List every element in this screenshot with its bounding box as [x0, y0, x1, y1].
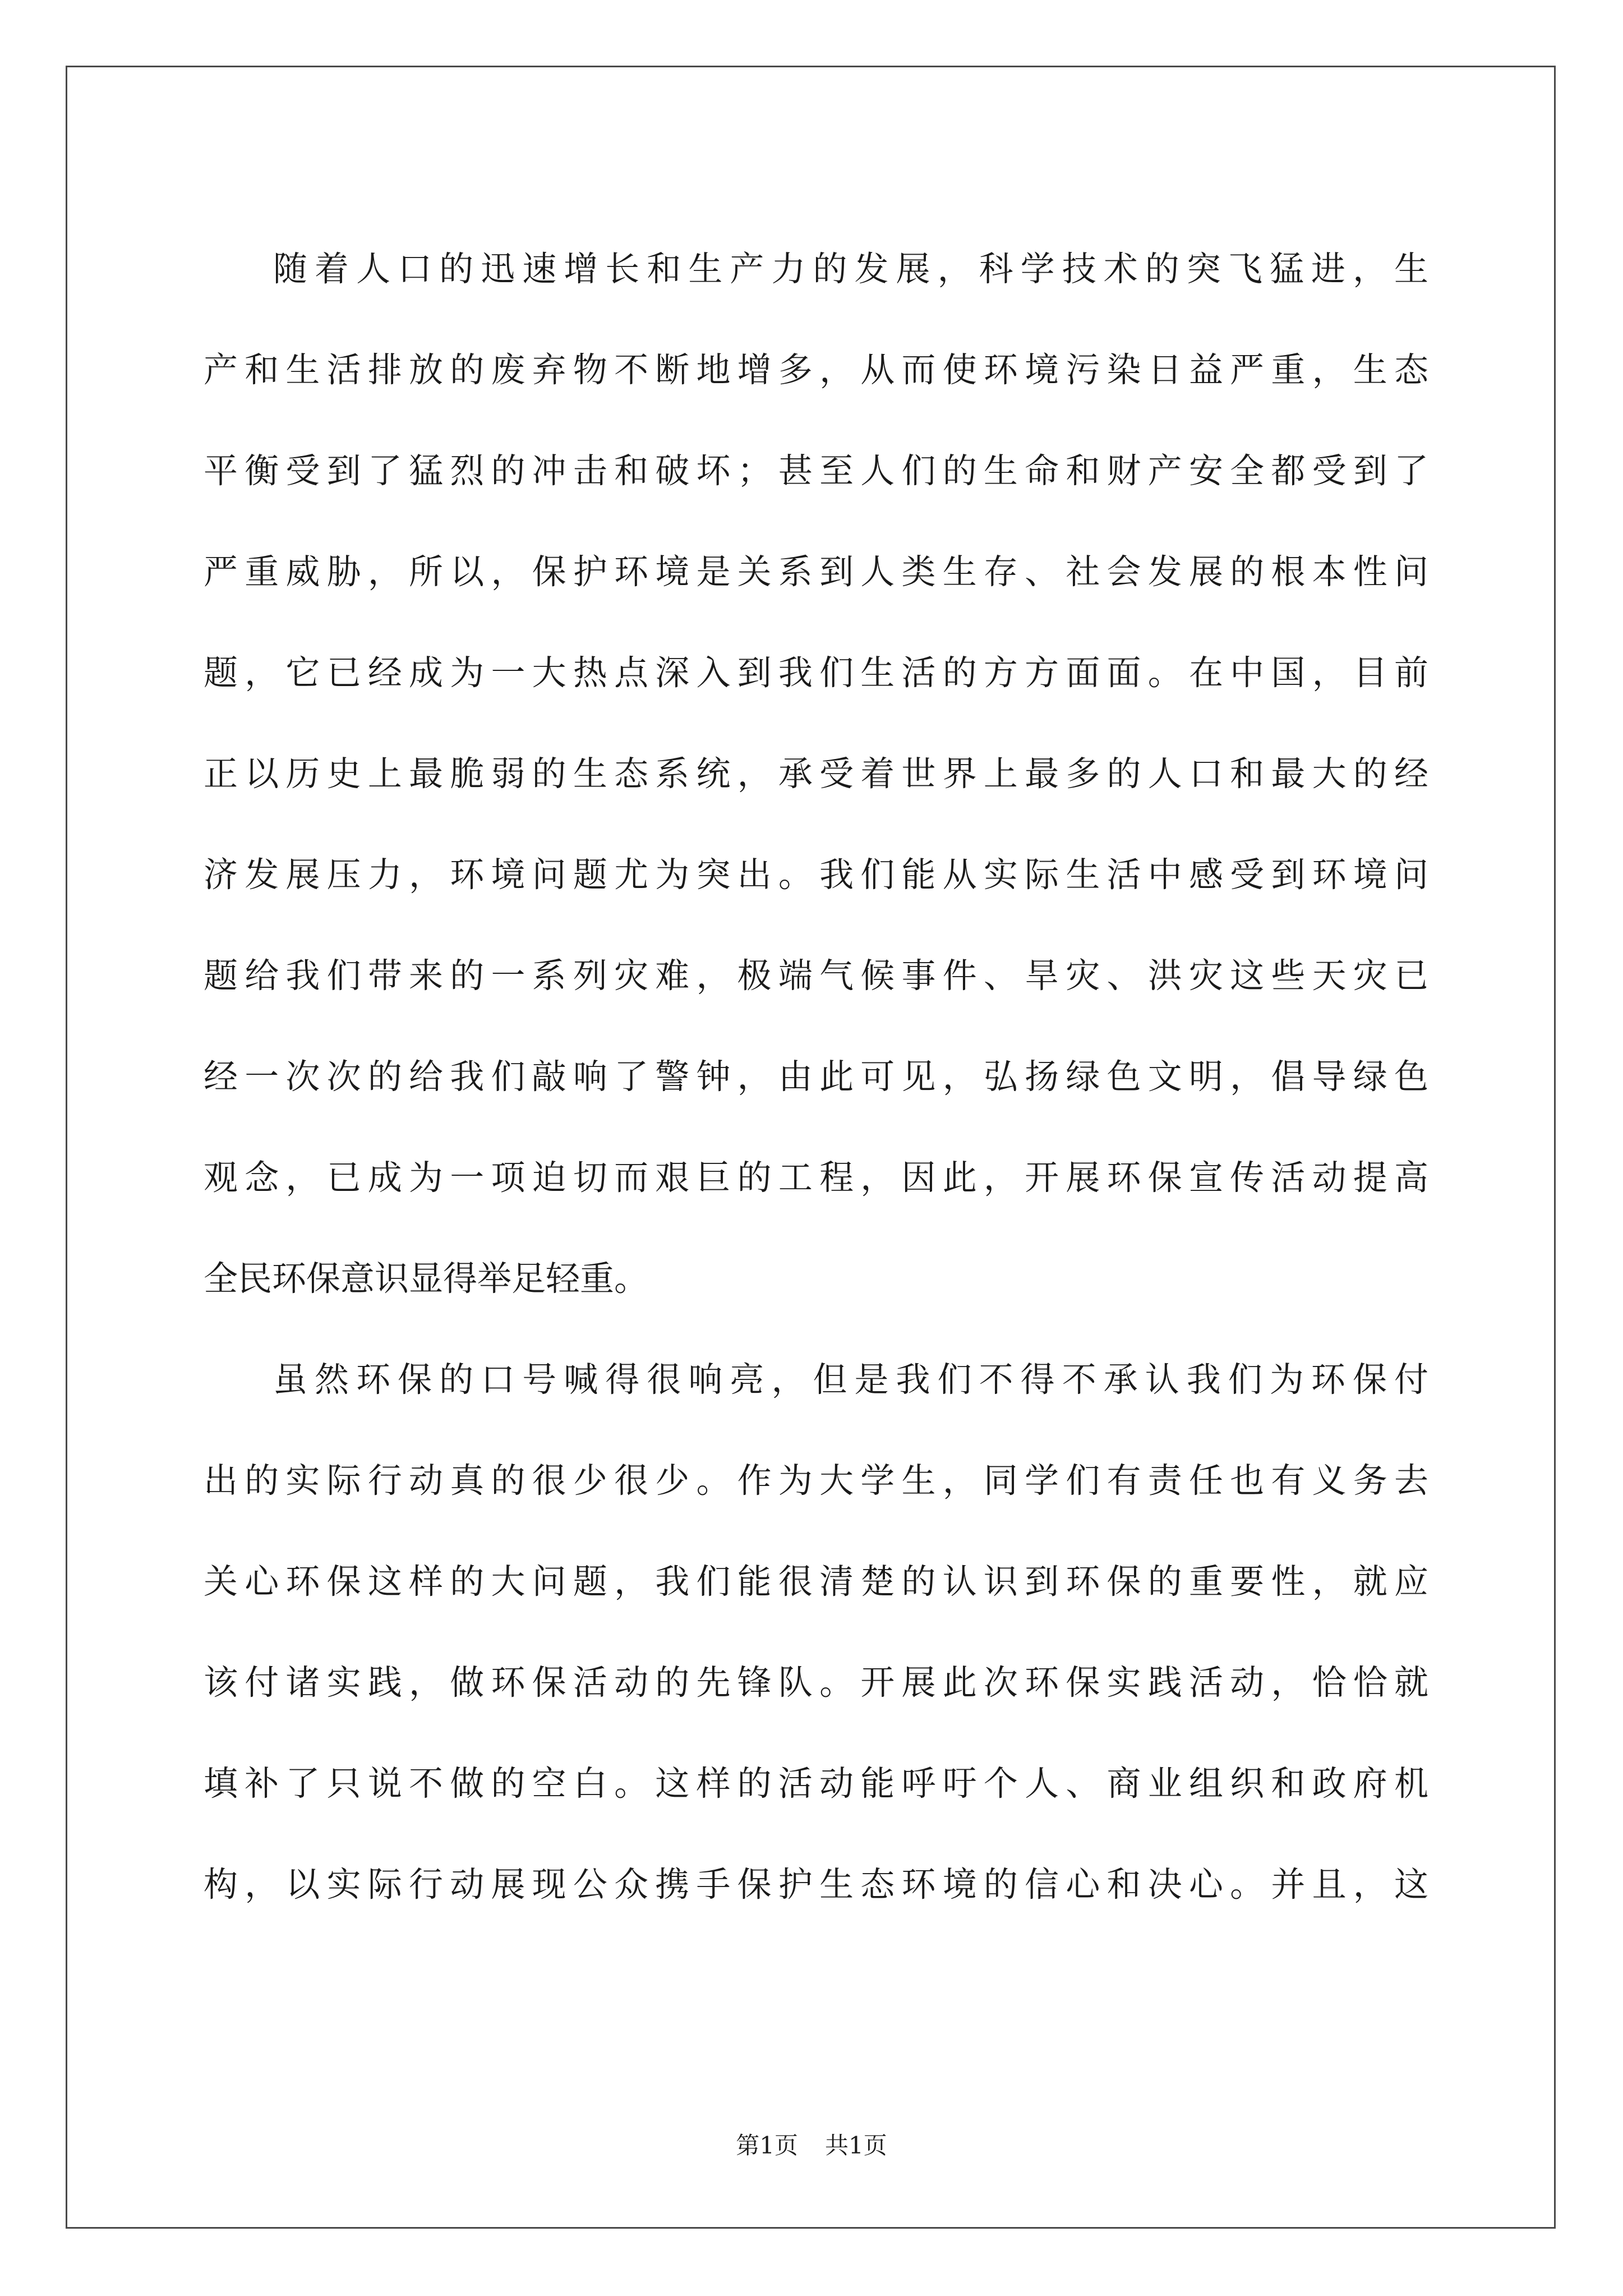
text-line: 随着人口的迅速增长和生产力的发展，科学技术的突飞猛进，生 [273, 249, 1428, 289]
text-line: 题给我们带来的一系列灾难，极端气候事件、旱灾、洪灾这些天灾已 [204, 956, 1428, 996]
text-line: 经一次次的给我们敲响了警钟，由此可见，弘扬绿色文明，倡导绿色 [204, 1057, 1428, 1097]
text-line: 产和生活排放的废弃物不断地增多，从而使环境污染日益严重，生态 [204, 350, 1428, 390]
page-footer [0, 2129, 1623, 2162]
text-line: 严重威胁，所以，保护环境是关系到人类生存、社会发展的根本性问 [204, 552, 1428, 592]
paragraph-1 [204, 219, 1428, 1329]
text-line: 全民环保意识显得举足轻重。 [204, 1259, 649, 1299]
text-line: 关心环保这样的大问题，我们能很清楚的认识到环保的重要性，就应 [204, 1562, 1428, 1602]
text-line: 正以历史上最脆弱的生态系统，承受着世界上最多的人口和最大的经 [204, 754, 1428, 794]
page-total: 共1页 [825, 2132, 887, 2159]
text-line: 题，它已经成为一大热点深入到我们生活的方方面面。在中国，目前 [204, 653, 1428, 693]
text-line: 观念，已成为一项迫切而艰巨的工程，因此，开展环保宣传活动提高 [204, 1158, 1428, 1198]
document-body [204, 219, 1428, 1935]
paragraph-2 [204, 1329, 1428, 1935]
text-line: 出的实际行动真的很少很少。作为大学生，同学们有责任也有义务去 [204, 1461, 1428, 1501]
page-number: 第1页 [736, 2132, 798, 2159]
text-line: 济发展压力，环境问题尤为突出。我们能从实际生活中感受到环境问 [204, 855, 1428, 895]
text-line: 平衡受到了猛烈的冲击和破坏；甚至人们的生命和财产安全都受到了 [204, 451, 1428, 491]
text-line: 虽然环保的口号喊得很响亮，但是我们不得不承认我们为环保付 [273, 1360, 1428, 1400]
text-line: 构，以实际行动展现公众携手保护生态环境的信心和决心。并且，这 [204, 1865, 1428, 1904]
text-line: 该付诸实践，做环保活动的先锋队。开展此次环保实践活动，恰恰就 [204, 1663, 1428, 1703]
text-line: 填补了只说不做的空白。这样的活动能呼吁个人、商业组织和政府机 [204, 1764, 1428, 1803]
